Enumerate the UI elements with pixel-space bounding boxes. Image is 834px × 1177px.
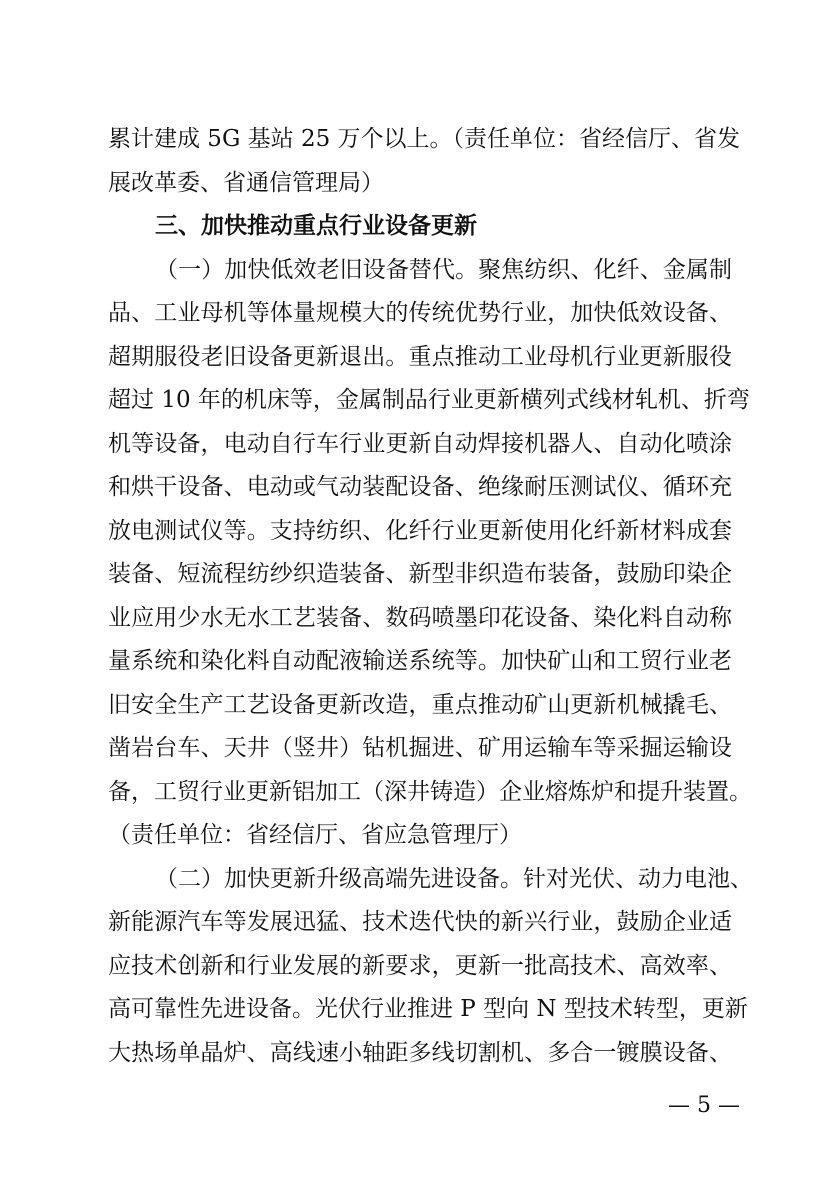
subsection-first-line: （一）加快低效老旧设备替代。聚焦纺织、化纤、金属制 bbox=[155, 257, 732, 283]
body-text-line: 高可靠性先进设备。光伏行业推进 P 型向 N 型技术转型，更新 bbox=[108, 996, 748, 1022]
body-text-line: 旧安全生产工艺设备更新改造，重点推动矿山更新机械撬毛、 bbox=[108, 692, 732, 718]
body-text-line: （责任单位：省经信厅、省应急管理厅） bbox=[108, 822, 522, 848]
body-text-line: 和烘干设备、电动或气动装配设备、绝缘耐压测试仪、循环充 bbox=[108, 474, 732, 500]
body-text-line: 累计建成 5G 基站 25 万个以上。（责任单位：省经信厅、省发 bbox=[108, 126, 741, 152]
body-text-line: 装备、短流程纺纱织造装备、新型非织造布装备，鼓励印染企 bbox=[108, 561, 732, 587]
body-text-line: 放电测试仪等。支持纺织、化纤行业更新使用化纤新材料成套 bbox=[108, 518, 732, 544]
body-text-line: 量系统和染化料自动配液输送系统等。加快矿山和工贸行业老 bbox=[108, 648, 732, 674]
page-number: — 5 — bbox=[668, 1093, 740, 1118]
body-text-line: 超过 10 年的机床等，金属制品行业更新横列式线材轧机、折弯 bbox=[108, 387, 750, 413]
body-text-line: 业应用少水无水工艺装备、数码喷墨印花设备、染化料自动称 bbox=[108, 605, 732, 631]
subsection-first-line: （二）加快更新升级高端先进设备。针对光伏、动力电池、 bbox=[155, 866, 753, 892]
section-heading: 三、加快推动重点行业设备更新 bbox=[155, 213, 477, 239]
body-text-line: 新能源汽车等发展迅猛、技术迭代快的新兴行业，鼓励企业适 bbox=[108, 909, 732, 935]
body-text-line: 展改革委、省通信管理局） bbox=[108, 170, 384, 196]
body-text-line: 超期服役老旧设备更新退出。重点推动工业母机行业更新服役 bbox=[108, 344, 732, 370]
body-text-line: 品、工业母机等体量规模大的传统优势行业，加快低效设备、 bbox=[108, 300, 732, 326]
body-text-line: 机等设备，电动自行车行业更新自动焊接机器人、自动化喷涂 bbox=[108, 431, 732, 457]
body-text-line: 备，工贸行业更新铝加工（深井铸造）企业熔炼炉和提升装置。 bbox=[108, 779, 752, 805]
body-text-line: 应技术创新和行业发展的新要求，更新一批高技术、高效率、 bbox=[108, 953, 732, 979]
body-text-line: 凿岩台车、天井（竖井）钻机掘进、矿用运输车等采掘运输设 bbox=[108, 735, 732, 761]
body-text-line: 大热场单晶炉、高线速小轴距多线切割机、多合一镀膜设备、 bbox=[108, 1040, 732, 1066]
